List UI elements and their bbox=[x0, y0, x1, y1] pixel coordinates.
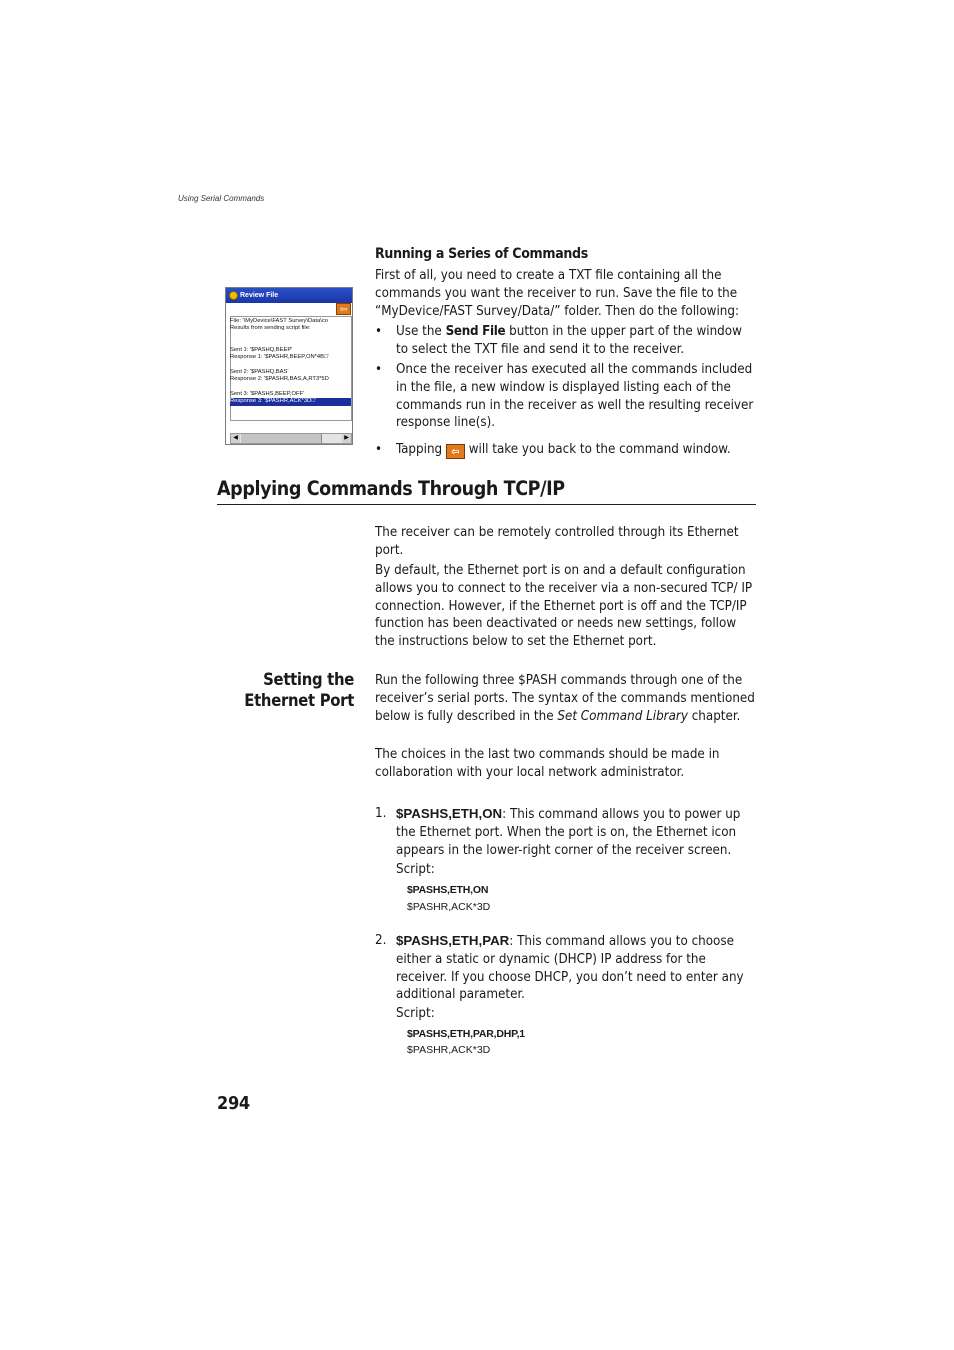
result-line: Sent 2: '$PASHQ,BAS' bbox=[230, 369, 289, 376]
side-heading bbox=[244, 669, 354, 711]
bullet-text: Once the receiver has executed all the commands included in the file, a new window is displayed listing each of the commands run in the receiver as well the resulting receiver response line(s). bbox=[396, 362, 754, 431]
heading-rule bbox=[217, 504, 756, 505]
app-logo-icon bbox=[229, 291, 238, 300]
paragraph: By default, the Ethernet port is on and a default configuration allows you to connect to the receiver via a non-secured TCP/ IP connection. However, if the Ethernet port is off and the TCP/IP function has been deactivated or needs new settings, follow the instructions below to set the Ethernet port. bbox=[375, 563, 753, 650]
bullet-text: Use the bbox=[396, 324, 446, 339]
script-command: $PASHS,ETH,PAR,DHP,1 bbox=[407, 1028, 525, 1040]
step-number: 2. bbox=[375, 933, 387, 948]
result-line: Results from sending script file: bbox=[230, 325, 311, 332]
chapter-reference: Set Command Library bbox=[557, 708, 688, 724]
results-list bbox=[230, 318, 352, 406]
result-line: Response 2: '$PASHR,BAS,A,RT3*5D bbox=[230, 376, 329, 383]
result-line: Response 1: '$PASHR,BEEP,ON*4B□' bbox=[230, 354, 329, 361]
bullet-item: • Tapping ⇦ will take you back to the command window. bbox=[375, 442, 731, 458]
scroll-left-icon: ◀ bbox=[231, 434, 240, 443]
script-response: $PASHR,ACK*3D bbox=[407, 1044, 491, 1056]
result-line bbox=[230, 362, 352, 369]
screenshot-title-bar bbox=[226, 288, 352, 303]
command-name: $PASHS,ETH,PAR bbox=[396, 933, 510, 948]
step-text: : This command allows you to choose either a static or dynamic (DHCP) IP address for the receiver. If you choose DHCP, you don’t need to enter any additional parameter. bbox=[396, 934, 744, 1003]
script-command: $PASHS,ETH,ON bbox=[407, 884, 489, 896]
paragraph-text: chapter. bbox=[687, 708, 741, 724]
running-header: Using Serial Commands bbox=[178, 194, 265, 203]
script-label: Script: bbox=[396, 862, 435, 877]
section-heading: Applying Commands Through TCP/IP bbox=[217, 477, 565, 500]
bullet-text: will take you back to the command window. bbox=[464, 442, 731, 457]
result-line bbox=[230, 333, 352, 340]
intro-paragraph: First of all, you need to create a TXT file containing all the commands you want the receiver to run. Save the file to the “MyDevice/FAST Survey/Data/” folder. Then do the following: bbox=[375, 268, 739, 319]
page-number: 294 bbox=[217, 1093, 250, 1114]
script-response: $PASHR,ACK*3D bbox=[407, 901, 491, 913]
scroll-thumb bbox=[241, 434, 322, 443]
result-line: Sent 1: '$PASHQ,BEEP' bbox=[230, 347, 293, 354]
back-arrow-icon: ⇦ bbox=[336, 303, 351, 315]
screenshot-title: Review File bbox=[240, 292, 279, 299]
result-line bbox=[230, 384, 352, 391]
back-arrow-icon: ⇦ bbox=[446, 444, 465, 459]
send-file-label: Send File bbox=[445, 324, 506, 339]
result-line: File: '\MyDevice\FAST Survey\Data\co bbox=[230, 318, 328, 324]
bullet-item: • Use the Send File button in the upper part of the window to select the TXT file and send it to the receiver. bbox=[375, 324, 742, 357]
bullet-text: Tapping bbox=[396, 442, 446, 457]
step-number: 1. bbox=[375, 806, 387, 821]
section-subtitle: Running a Series of Commands bbox=[375, 246, 588, 262]
result-line: Sent 3: '$PASHS,BEEP,OFF' bbox=[230, 390, 305, 397]
paragraph: The receiver can be remotely controlled through its Ethernet port. bbox=[375, 525, 739, 558]
paragraph bbox=[375, 672, 757, 725]
side-heading-line: Setting the bbox=[263, 670, 354, 689]
result-line bbox=[230, 340, 352, 347]
script-label: Script: bbox=[396, 1006, 435, 1021]
result-line-selected: Response 3: '$PASHR,ACK*3D□' bbox=[230, 398, 351, 405]
paragraph-text: Run the following three $PASH commands through one of the receiver’s serial ports. The syntax of the commands mentioned below is fully described in the bbox=[375, 673, 755, 724]
paragraph: The choices in the last two commands should be made in collaboration with your local network administrator. bbox=[375, 747, 720, 780]
command-name: $PASHS,ETH,ON bbox=[396, 806, 503, 821]
step-text: : This command allows you to power up the Ethernet port. When the port is on, the Ethernet icon appears in the lower-right corner of the receiver screen. bbox=[396, 807, 741, 858]
numbered-step bbox=[375, 932, 757, 1004]
horizontal-scrollbar bbox=[230, 433, 352, 444]
bullet-item: • Once the receiver has executed all the commands included in the file, a new window is displayed listing each of the commands run in the receiver as well the resulting receiver response line(s). bbox=[375, 361, 757, 432]
side-heading-line: Ethernet Port bbox=[244, 691, 354, 710]
scroll-right-icon: ▶ bbox=[342, 434, 351, 443]
bullet-text: button in the upper part of the window to select the TXT file and send it to the receiver. bbox=[396, 324, 742, 357]
numbered-step bbox=[375, 805, 757, 859]
review-file-screenshot bbox=[225, 287, 353, 445]
